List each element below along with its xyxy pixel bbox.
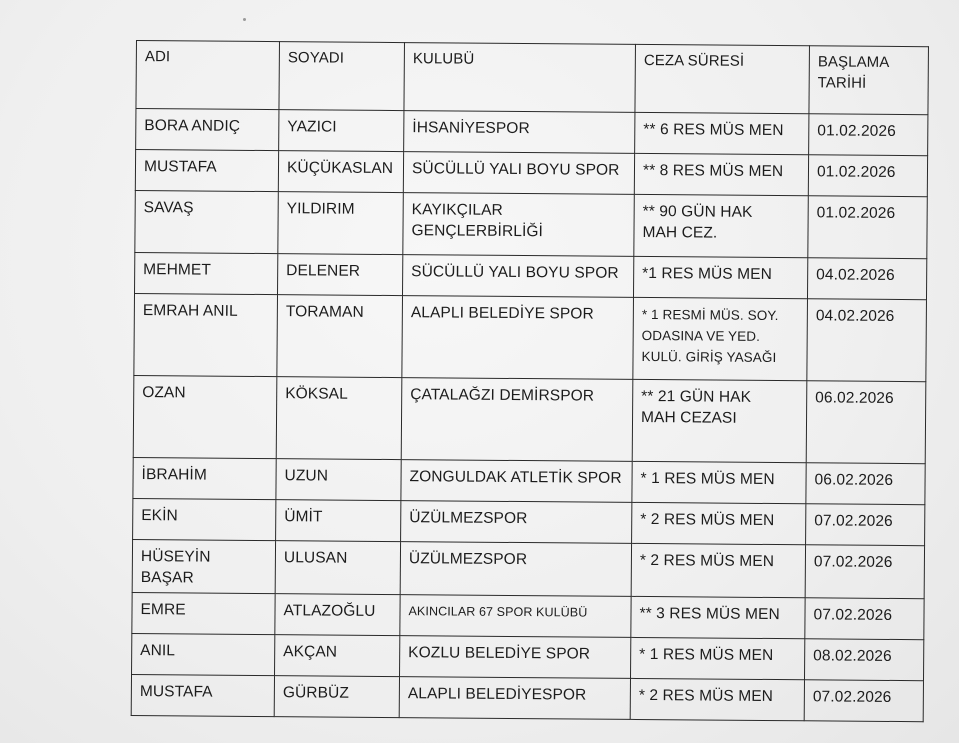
cell-adi: İBRAHİM — [133, 457, 276, 499]
cell-kulubu: ALAPLI BELEDİYESPOR — [399, 677, 630, 720]
cell-tarih: 01.02.2026 — [808, 155, 927, 197]
table-row — [135, 190, 927, 258]
cell-adi: OZAN — [133, 375, 277, 458]
cell-kulubu: ÜZÜLMEZSPOR — [400, 542, 631, 597]
cell-ceza: * 2 RES MÜS MEN — [630, 678, 804, 720]
table-row — [131, 674, 923, 721]
cell-ceza: ** 6 RES MÜS MEN — [635, 112, 809, 154]
cell-kulubu: İHSANİYESPOR — [404, 111, 635, 154]
cell-soyadi: YAZICI — [279, 110, 404, 152]
cell-adi: EKİN — [133, 498, 276, 540]
paper-speck — [243, 18, 246, 21]
cell-ceza: ** 21 GÜN HAK MAH CEZASI — [632, 379, 807, 462]
cell-tarih: 07.02.2026 — [805, 545, 924, 599]
cell-kulubu: ÇATALAĞZI DEMİRSPOR — [401, 378, 633, 462]
cell-soyadi: ATLAZOĞLU — [275, 594, 400, 636]
cell-ceza: * 2 RES MÜS MEN — [632, 502, 806, 544]
cell-ceza: * 1 RES MÜS MEN — [631, 637, 805, 679]
table-row — [132, 592, 924, 639]
cell-soyadi: KÜÇÜKASLAN — [278, 151, 403, 193]
cell-tarih: 06.02.2026 — [806, 463, 925, 505]
cell-ceza: *1 RES MÜS MEN — [633, 256, 807, 298]
table-row — [134, 293, 927, 381]
cell-tarih: 01.02.2026 — [808, 196, 927, 259]
header-baslama-tarihi: BAŞLAMA TARİHİ — [809, 46, 929, 115]
table-row — [132, 539, 924, 598]
header-row — [136, 41, 929, 115]
cell-adi: MUSTAFA — [131, 674, 274, 716]
cell-kulubu: SÜCÜLLÜ YALI BOYU SPOR — [403, 255, 634, 298]
cell-kulubu: SÜCÜLLÜ YALI BOYU SPOR — [403, 152, 634, 195]
cell-soyadi: DELENER — [278, 254, 403, 296]
cell-tarih: 07.02.2026 — [806, 504, 925, 546]
cell-tarih: 07.02.2026 — [804, 680, 923, 722]
cell-adi: ANIL — [132, 633, 275, 675]
cell-kulubu: ALAPLI BELEDİYE SPOR — [402, 296, 634, 380]
table-row — [133, 457, 925, 504]
cell-ceza: * 1 RES MÜS MEN — [632, 461, 806, 503]
cell-kulubu: KOZLU BELEDİYE SPOR — [400, 636, 631, 679]
header-kulubu: KULUBÜ — [404, 43, 636, 113]
cell-kulubu: AKINCILAR 67 SPOR KULÜBÜ — [400, 595, 631, 638]
cell-adi: MEHMET — [135, 252, 278, 294]
cell-ceza: ** 90 GÜN HAK MAH CEZ. — [634, 194, 808, 257]
cell-soyadi: ULUSAN — [275, 541, 400, 595]
table-row — [133, 375, 926, 463]
cell-kulubu: ZONGULDAK ATLETİK SPOR — [401, 460, 632, 503]
cell-adi: EMRE — [132, 592, 275, 634]
cell-tarih: 08.02.2026 — [804, 639, 923, 681]
table-row — [136, 109, 928, 156]
header-ceza-suresi: CEZA SÜRESİ — [635, 44, 810, 113]
cell-kulubu: ÜZÜLMEZSPOR — [401, 501, 632, 544]
cell-soyadi: UZUN — [276, 459, 401, 501]
cell-ceza: * 2 RES MÜS MEN — [631, 543, 805, 597]
cell-adi: SAVAŞ — [135, 190, 278, 253]
table-row — [133, 498, 925, 545]
cell-soyadi: TORAMAN — [277, 295, 403, 378]
cell-adi: EMRAH ANIL — [134, 293, 278, 376]
cell-soyadi: GÜRBÜZ — [274, 676, 399, 718]
cell-adi: HÜSEYİN BAŞAR — [132, 539, 275, 593]
cell-kulubu: KAYIKÇILAR GENÇLERBİRLİĞİ — [403, 193, 634, 257]
cell-tarih: 04.02.2026 — [807, 258, 926, 300]
cell-tarih: 04.02.2026 — [807, 299, 927, 382]
cell-tarih: 06.02.2026 — [806, 381, 926, 464]
cell-tarih: 01.02.2026 — [809, 114, 928, 156]
cell-adi: MUSTAFA — [135, 150, 278, 192]
cell-ceza: ** 3 RES MÜS MEN — [631, 596, 805, 638]
table-row — [135, 252, 927, 299]
cell-adi: BORA ANDIÇ — [136, 109, 279, 151]
cell-soyadi: KÖKSAL — [276, 377, 402, 460]
penalty-table — [131, 40, 929, 722]
header-soyadi: SOYADI — [279, 42, 405, 111]
header-adi: ADI — [136, 41, 280, 110]
cell-soyadi: AKÇAN — [275, 635, 400, 677]
cell-ceza: * 1 RESMİ MÜS. SOY. ODASINA VE YED. KULÜ. GİRİŞ YASAĞI — [633, 297, 808, 380]
table-row — [135, 150, 927, 197]
cell-tarih: 07.02.2026 — [805, 598, 924, 640]
cell-ceza: ** 8 RES MÜS MEN — [634, 153, 808, 195]
table-row — [132, 633, 924, 680]
cell-soyadi: YILDIRIM — [278, 192, 403, 255]
cell-soyadi: ÜMİT — [276, 500, 401, 542]
